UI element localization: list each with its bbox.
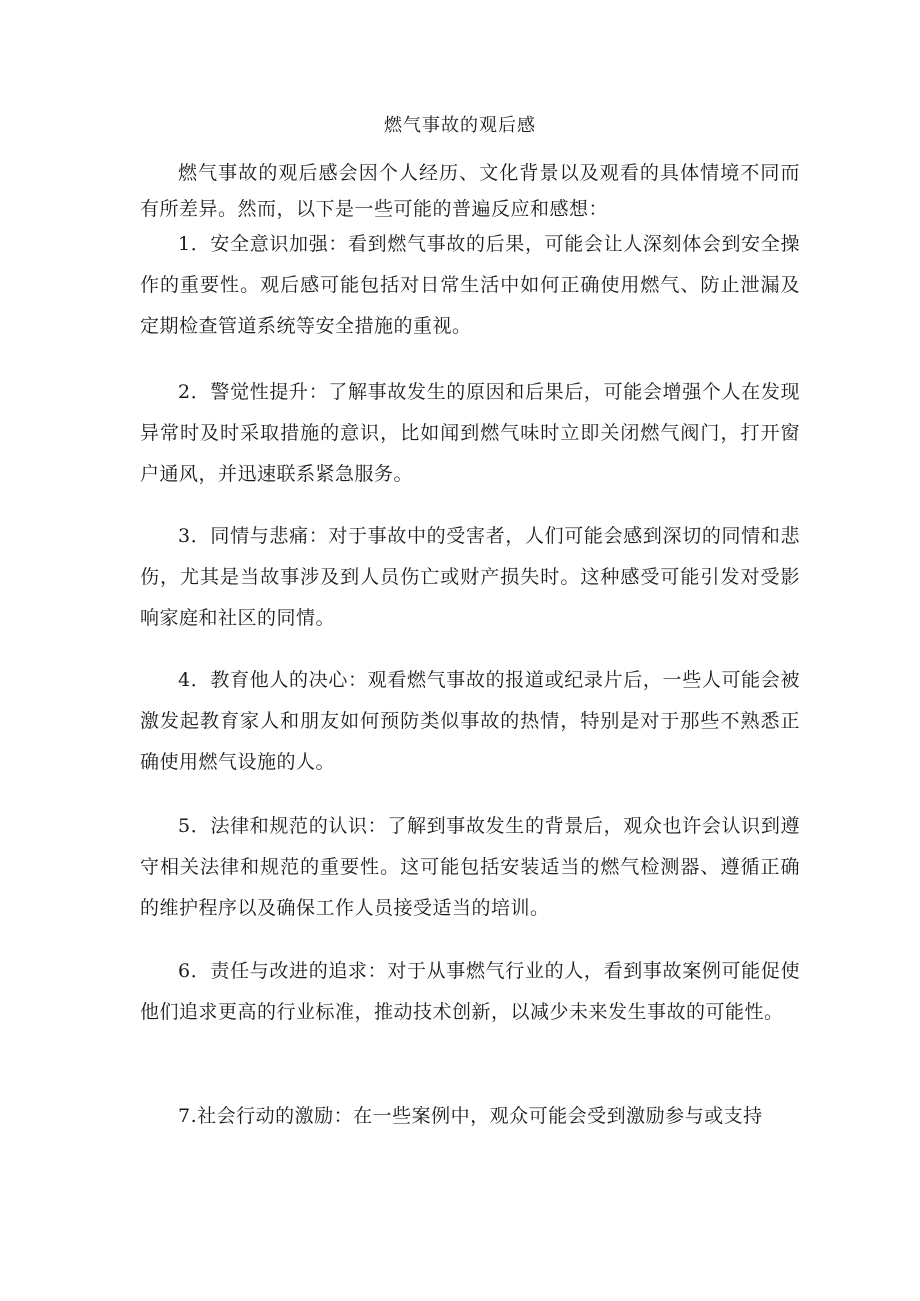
list-item: 7.社会行动的激励：在一些案例中，观众可能会受到激励参与或支持 (178, 1105, 763, 1127)
list-item: 5．法律和规范的认识：了解到事故发生的背景后，观众也许会认识到遵守相关法律和规范的重要性。这可能包括安装适当的燃气检测器、遵循正确的维护程序以及确保工作人员接受适当的培训。 (140, 815, 800, 919)
list-item: 2．警觉性提升：了解事故发生的原因和后果后，可能会增强个人在发现异常时及时采取措施的意识，比如闻到燃气味时立即关闭燃气阀门，打开窗户通风，并迅速联系紧急服务。 (140, 381, 800, 485)
list-item: 6．责任与改进的追求：对于从事燃气行业的人，看到事故案例可能促使他们追求更高的行业标准，推动技术创新，以减少未来发生事故的可能性。 (140, 960, 800, 1023)
list-item: 1．安全意识加强：看到燃气事故的后果，可能会让人深刻体会到安全操作的重要性。观后感可能包括对日常生活中如何正确使用燃气、防止泄漏及定期检查管道系统等安全措施的重视。 (140, 233, 800, 337)
list-item: 3．同情与悲痛：对于事故中的受害者，人们可能会感到深切的同情和悲伤，尤其是当故事涉及到人员伤亡或财产损失时。这种感受可能引发对受影响家庭和社区的同情。 (140, 525, 800, 629)
list-item: 4．教育他人的决心：观看燃气事故的报道或纪录片后，一些人可能会被激发起教育家人和朋友如何预防类似事故的热情，特别是对于那些不熟悉正确使用燃气设施的人。 (140, 669, 800, 773)
document-title: 燃气事故的观后感 (384, 115, 536, 136)
intro-paragraph: 燃气事故的观后感会因个人经历、文化背景以及观看的具体情境不同而有所差异。然而，以下是一些可能的普遍反应和感想： (140, 162, 800, 220)
